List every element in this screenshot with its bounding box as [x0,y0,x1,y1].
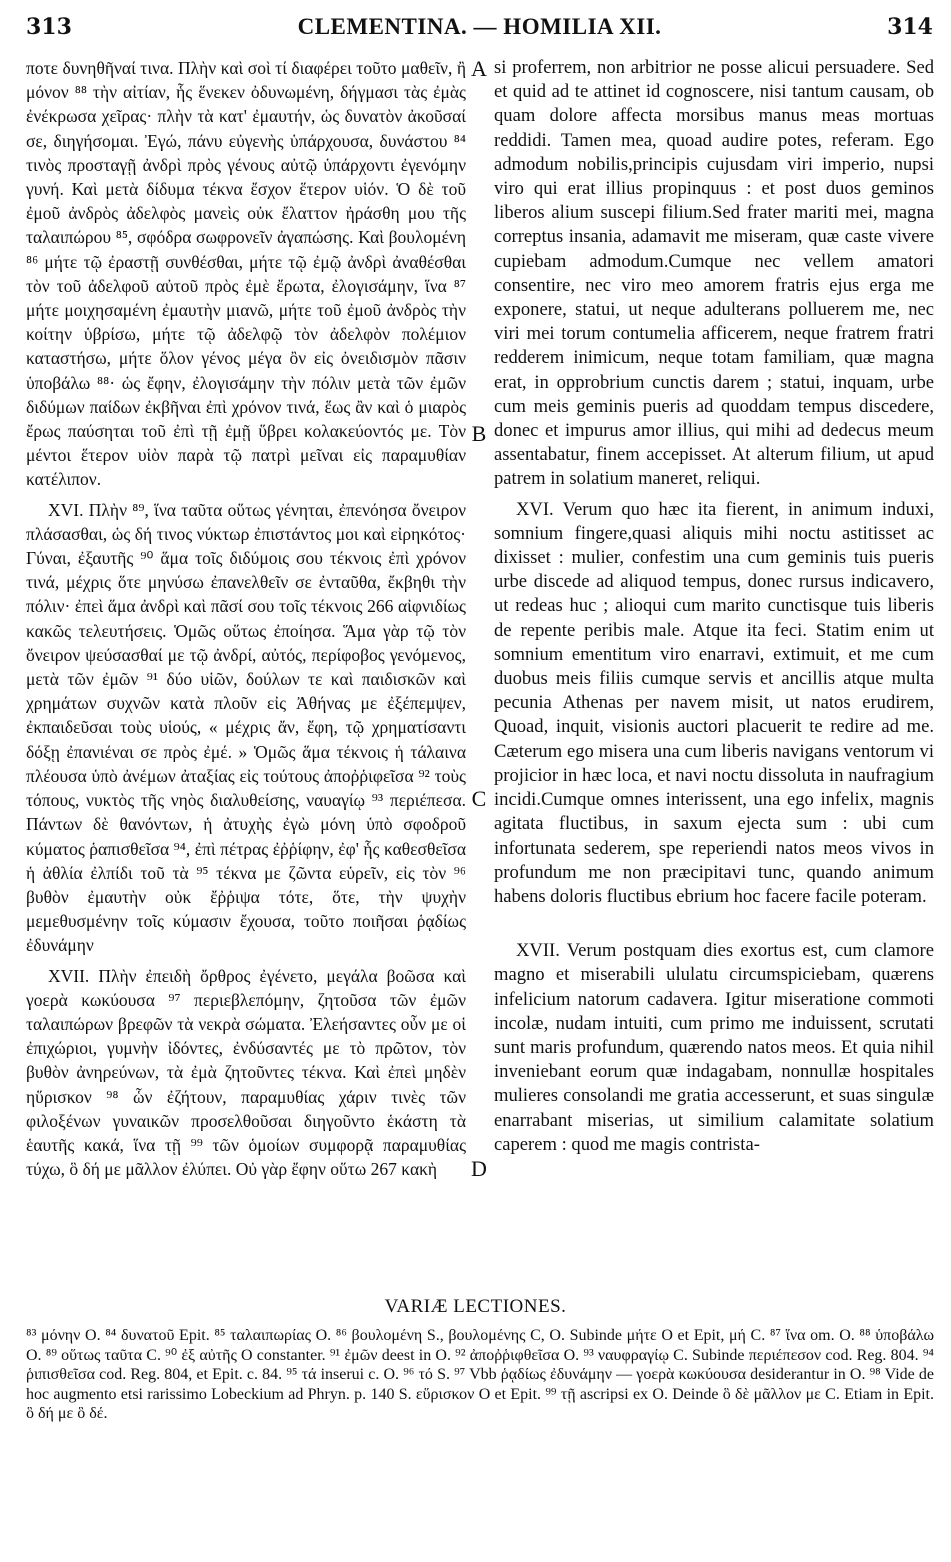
latin-column [494,56,934,1157]
latin-paragraph-2: XVI. Verum quo hæc ita fierent, in animum induxi, somnium fingere,quasi aliquis mihi noctu astitisset ac dixisset : mulier, confestim una cum geminis tuis pueris urbe discede ad aliquod tempus, donec rursus indicavero, ut redeas huc ; alioqui cum marito cunctisque tuis liberis de repente peribis male. Atque ita feci. Statim enim ut somnium ementitum viro enarravi, extimuit, et me cum duobus meis filiis cumque servis et ancillis atque multa pecunia Athenas per navem misit, ut natos erudirem, Quoad, inquit, visionis auctori placuerit te redire ad me. Cæterum ego misera una cum liberis navigans ventorum vi projicior in hæc loca, et navi noctu dissoluta in naufragium incidi.Cumque omnes interissent, una ego infelix, magnis agitata fluctibus, in saxum ejecta sum : ubi cum infortunata sederem, spe reperiendi natos meos vivos in profundum me non præcipitavi tunc, quando animum habens doloris fluctibus ebrium hoc facere facile poteram. [494,498,934,907]
greek-paragraph-3: XVII. Πλὴν ἐπειδὴ ὄρθρος ἐγένετο, μεγάλα βοῶσα καὶ γοερὰ κωκύουσα ⁹⁷ περιεβλεπόμην, ζητοῦσα τῶν ἐμῶν ταλαιπώρων βρεφῶν τὰ νεκρὰ σώματα. Ἐλεήσαντες οὖν με οἱ ἐπιχώριοι, γυμνὴν ἰδόντες, ἐνδύσαντές με τὸ πρῶτον, τὸν βυθὸν ἀνηρεύνων, τὰ ἐμὰ ζητοῦντες τέκνα. Καὶ ἐπεὶ μηδὲν ηὕρισκον ⁹⁸ ὧν ἐζήτουν, παραμυθίας χάριν τινὲς τῶν φιλοξένων γυναικῶν προσελθοῦσαι διηγοῦντο ἑκάστη τὰ ἑαυτῆς κακά, ἵνα τῇ ⁹⁹ τῶν ὁμοίων συμφορᾷ παραμυθίας τύχω, ὃ δή με μᾶλλον ἐλύπει. Οὐ γὰρ ἔφην οὕτω 267 κακὴ [26,965,466,1180]
column-marker-c: C [471,786,487,811]
greek-column [26,56,466,1181]
variae-lectiones-notes: ⁸³ μόνην O. ⁸⁴ δυνατοῦ Epit. ⁸⁵ ταλαιπωρίας O. ⁸⁶ βουλομένη S., βουλομένης C, O. Subinde μήτε O et Epit, μή C. ⁸⁷ ἵνα om. O. ⁸⁸ ὑποβάλω O. ⁸⁹ οὕτως ταῦτα C. ⁹⁰ ἐξ αὐτῆς O constanter. ⁹¹ ἐμῶν deest in O. ⁹² ἀποῤῥιφθεῖσα O. ⁹³ ναυφραγίῳ C. Subinde περιέπεσον cod. Reg. 804. ⁹⁴ ῥιπισθεῖσα cod. Reg. 804, et Epit. c. 84. ⁹⁵ τά inserui c. O. ⁹⁶ τό S. ⁹⁷ Vbb ῥᾳδίως ἐδυνάμην — γοερὰ κωκύουσα desiderantur in O. ⁹⁸ Vide de hoc augmento etsi rarissimo Lobeckium ad Phryn. p. 140 S. εὕρισκον O et Epit. ⁹⁹ τῇ ascripsi ex O. Deinde ὃ δὲ μᾶλλον με C. Etiam in Epit. ὃ δή με ὃ δέ. [26,1327,934,1422]
column-marker-b: B [471,421,487,446]
page-header [26,14,933,48]
column-marker-a: A [471,56,487,81]
greek-paragraph-2: XVI. Πλὴν ⁸⁹, ἵνα ταῦτα οὕτως γένηται, ἐπενόησα ὄνειρον πλάσασθαι, ὡς δή τινος νύκτωρ ἐπιστάντος μοι καὶ εἰρηκότος· Γύναι, ἐξαυτῆς ⁹⁰ ἅμα τοῖς διδύμοις σου τέκνοις ἐπὶ χρόνον τινά, μέχρις ὅτε μηνύσω ἐπανελθεῖν σε ἐνταῦθα, ἔκβηθι τὴν πόλιν· ἐπεὶ ἅμα ἀνδρὶ καὶ πᾶσί σου τοῖς τέκνοις 266 αἰφνιδίως κακῶς τελευτήσεις. Ὁμῶς οὕτως ἐποίησα. Ἅμα γὰρ τῷ τὸν ὄνειρον ψεύσασθαί με τῷ ἀνδρί, αὐτός, περίφοβος γενόμενος, μετὰ τῶν ἐμῶν ⁹¹ δύο υἱῶν, δούλων τε καὶ παιδισκῶν καὶ χρημάτων συχνῶν κατὰ πλοῦν εἰς Ἀθήνας με ἐξέπεμψεν, ἐκπαιδεῦσαι τοὺς υἱούς, « μέχρις ἄν, ἔφη, τῷ χρηματίσαντι δόξῃ ἐπανιέναι σε πρὸς ἐμέ. » Ὁμῶς ἅμα τέκνοις ἡ τάλαινα πλέουσα ὑπὸ ἀνέμων ἀταξίας εἰς τούτους ἀποῤῥιφεῖσα ⁹² τοὺς τόπους, νυκτὸς τῆς νηὸς διαλυθείσης, ναυαγίῳ ⁹³ περιέπεσα. Πάντων δὲ θανόντων, ἡ ἀτυχὴς ἐγὼ μόνη ὑπὸ σφοδροῦ κύματος ῥαπισθεῖσα ⁹⁴, ἐπὶ πέτρας ἐῤῥίφην, ἐφ' ἧς καθεσθεῖσα ἡ ἀθλία ἐλπίδι τοῦ τὰ ⁹⁵ τέκνα με ζῶντα εὑρεῖν, εἰς τὸν ⁹⁶ βυθὸν ἐμαυτὴν οὐκ ἔῤῥιψα τότε, ὅτε, τὴν ψυχὴν μεμεθυσμένην τοῖς κύμασιν ἔχουσα, τοῦτο ποιῆσαι ῥᾳδίως ἐδυνάμην [26,499,466,956]
variae-lectiones-heading: VARIÆ LECTIONES. [384,1296,567,1317]
page-number-right: 314 [887,14,933,40]
latin-paragraph-3: XVII. Verum postquam dies exortus est, cum clamore magno et miserabili ululatu circumspiciebam, quærens infelicium natorum cadavera. Igitur miseratione commoti incolæ, nudam intuiti, cum primo me induissent, scrutati sunt maris profundum, quærendo natos meos. Et quia nihil inveniebant eorum quæ indagabam, nonnullæ hospitales mulieres consolandi me gratia accesserunt, et suas singulæ enarrabant miserias, ut similium calamitate solatium caperem : quod me magis contrista- [494,940,934,1155]
column-marker-d: D [471,1156,487,1181]
column-markers [466,56,492,1276]
latin-paragraph-1: si proferrem, non arbitrior ne posse alicui persuadere. Sed et quid ad te attinet id cognoscere, nisi tantum causam, ob quam dolore affecta morsibus manus meas mortuas reddidi. Tamen mea, quoad audire potes, referam. Ego admodum nobilis,principis cujusdam viri imperio, nupsi viro qui erat illius propinquus : et post duos geminos liberos alium suscepi filium.Sed frater mariti mei, magna correptus insania, adamavit me miseram, quæ caste vivere cupiebam admodum.Cumque nec vellem amatori consentire, nec viro meo amorem fratris ejus erga me exponere, statui, ut neque adulterans polluerem me, nec viri mei torum contumelia afficerem, neque fratrem fratri redderem inimicum, neque totam familiam, quæ magna erat, in opprobrium cunctis darem ; statui, inquam, urbe cum meis geminis pueris ad quoddam tempus discedere, donec et impurus amor illius, qui mihi ad dedecus meum assentabatur, finem accepisset. At alterum filium, ut apud patrem in solatium maneret, reliqui. [494,57,934,490]
page-number-left: 313 [26,14,72,40]
greek-paragraph-1: ποτε δυνηθῆναί τινα. Πλὴν καὶ σοὶ τί διαφέρει τοῦτο μαθεῖν, ἢ μόνον ⁸⁸ τὴν αἰτίαν, ἧς ἕνεκεν ὀδυνωμένη, δήγμασι τὰς ἐμὰς ἐνέκρωσα χεῖρας· πλὴν τὰ κατ' ἐμαυτήν, ὡς δυνατὸν ἀκοῦσαί σε, διηγήσομαι. Ἐγώ, πάνυ εὐγενὴς ὑπάρχουσα, δυνάστου ⁸⁴ τινὸς προσταγῇ ἀνδρὶ πρὸς γένους αὐτῷ ὑπάρχοντι ἐγενόμην γυνή. Καὶ μετὰ δίδυμα τέκνα ἔσχον ἕτερον υἱόν. Ὁ δὲ τοῦ ἐμοῦ ἀνδρὸς ἀδελφὸς μανεὶς οὐκ ἔλαττον ἠράσθη μου τῆς ταλαιπώρου ⁸⁵, σφόδρα σωφρονεῖν ἀγαπώσης. Καὶ βουλομένη ⁸⁶ μήτε τῷ ἐραστῇ συνθέσθαι, μήτε τῷ ἐμῷ ἀνδρὶ ἀναθέσθαι τὸν τοῦ ἀδελφοῦ αὐτοῦ πρὸς ἐμὲ ἔρωτα, ἐλογισάμην, ἵνα ⁸⁷ μήτε μοιχησαμένη ἐμαυτὴν μιανῶ, μήτε τοῦ ἐμοῦ ἀνδρὸς τὴν κοίτην ὑβρίσω, μήτε τῷ ἀδελφῷ τὸν ἀδελφὸν πολέμιον καταστήσω, μήτε ὅλον γένος μέγα ὂν εἰς ὀνειδισμὸν πᾶσιν ὑποβάλω ⁸⁸· ὡς ἔφην, ἐλογισάμην τὴν πόλιν μετὰ τῶν ἐμῶν διδύμων παίδων ἐκβῆναι ἐπὶ χρόνον τινά, ἕως ἂν καὶ ὁ μιαρὸς ἔρως παύσηται τοῦ ἐπὶ τῇ ἐμῇ ὕβρει κολακεύοντός με. Τὸν μέντοι ἕτερον υἱὸν παρὰ τῷ πατρὶ μεῖναι εἰς παραμυθίαν κατέλιπον. [26,58,466,490]
running-title: CLEMENTINA. — HOMILIA XII. [297,14,662,39]
